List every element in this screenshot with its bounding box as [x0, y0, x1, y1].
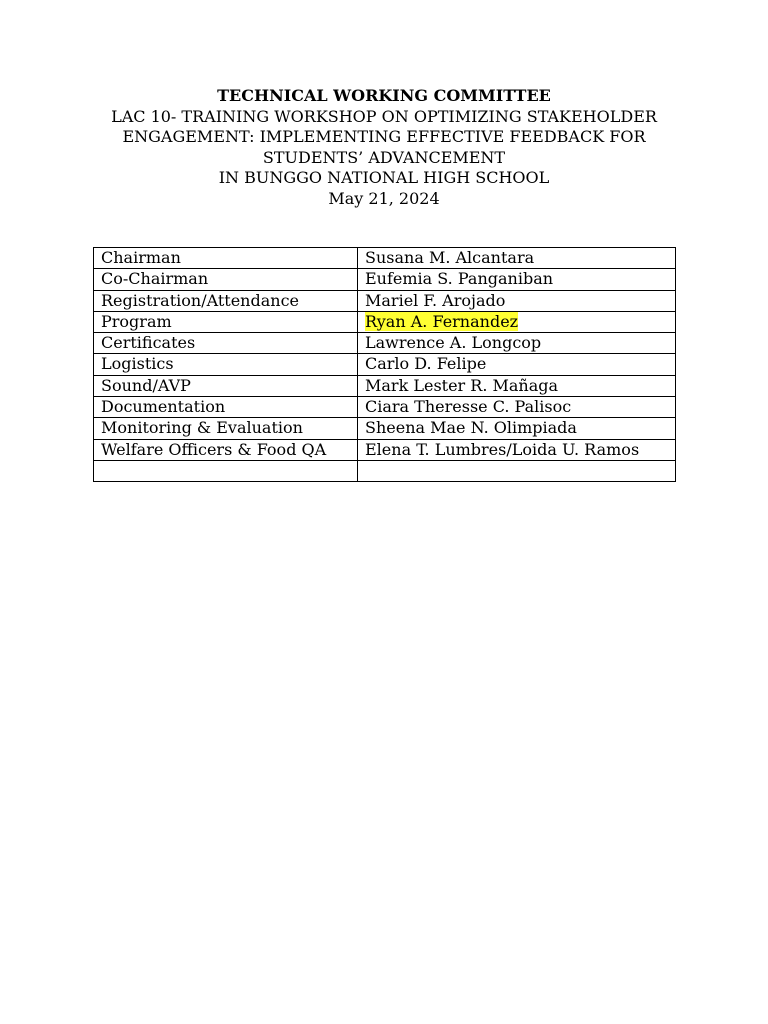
- name-cell: [358, 311, 676, 332]
- table-row-empty: [94, 460, 676, 481]
- document-header: [40, 86, 728, 209]
- school-name: IN BUNGGO NATIONAL HIGH SCHOOL: [218, 168, 550, 187]
- name-cell: Eufemia S. Panganiban: [358, 269, 676, 290]
- workshop-title-line-3: STUDENTS’ ADVANCEMENT: [262, 147, 506, 167]
- table-row: [94, 269, 676, 290]
- table-row: [94, 375, 676, 396]
- committee-table: [93, 247, 676, 482]
- name-cell: Lawrence A. Longcop: [358, 333, 676, 354]
- role-cell: Welfare Officers & Food QA: [94, 439, 358, 460]
- role-cell: Registration/Attendance: [94, 290, 358, 311]
- role-cell: [94, 460, 358, 481]
- name-cell: Elena T. Lumbres/Loida U. Ramos: [358, 439, 676, 460]
- role-cell: Program: [94, 311, 358, 332]
- table-row: [94, 354, 676, 375]
- workshop-title-line-2: ENGAGEMENT: IMPLEMENTING EFFECTIVE FEEDBACK FOR: [122, 127, 646, 146]
- name-cell: Mark Lester R. Mañaga: [358, 375, 676, 396]
- table-row: [94, 290, 676, 311]
- name-cell: Mariel F. Arojado: [358, 290, 676, 311]
- role-cell: Co-Chairman: [94, 269, 358, 290]
- role-cell: Chairman: [94, 248, 358, 269]
- name-cell: Ciara Theresse C. Palisoc: [358, 397, 676, 418]
- role-cell: Monitoring & Evaluation: [94, 418, 358, 439]
- role-cell: Sound/AVP: [94, 375, 358, 396]
- name-cell: Carlo D. Felipe: [358, 354, 676, 375]
- committee-title: TECHNICAL WORKING COMMITTEE: [217, 86, 551, 105]
- event-date: May 21, 2024: [328, 188, 440, 208]
- highlighted-name: Ryan A. Fernandez: [365, 311, 519, 331]
- table-row: [94, 397, 676, 418]
- name-cell: Sheena Mae N. Olimpiada: [358, 418, 676, 439]
- workshop-title-line-1: LAC 10- TRAINING WORKSHOP ON OPTIMIZING STAKEHOLDER: [111, 106, 657, 126]
- name-cell: [358, 460, 676, 481]
- table-row: [94, 333, 676, 354]
- role-cell: Documentation: [94, 397, 358, 418]
- table-row: [94, 248, 676, 269]
- table-row: [94, 418, 676, 439]
- name-cell: Susana M. Alcantara: [358, 248, 676, 269]
- table-row: [94, 311, 676, 332]
- role-cell: Logistics: [94, 354, 358, 375]
- role-cell: Certificates: [94, 333, 358, 354]
- table-row: [94, 439, 676, 460]
